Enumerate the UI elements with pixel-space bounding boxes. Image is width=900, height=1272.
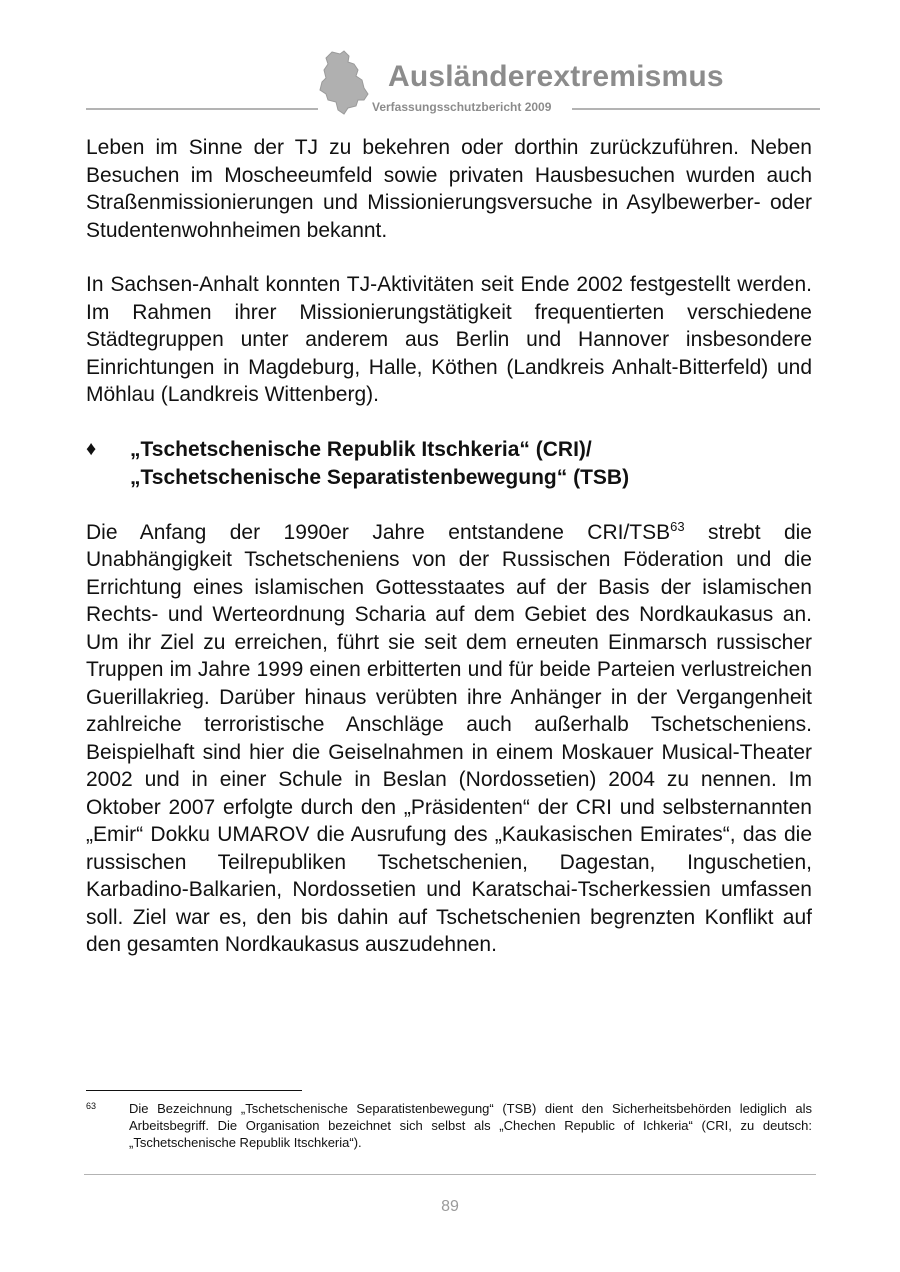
bullet-diamond-icon: ♦	[86, 437, 97, 460]
footnote-text: Die Bezeichnung „Tschetschenische Separatistenbewegung“ (TSB) dient den Sicherheitsbehörden lediglich als Arbeitsbegriff. Die Organisation bezeichnet sich selbst als „Chechen Republic of Ichkeria“ (CRI, zu deutsch: „Tschetschenische Republik Itschkeria“).	[129, 1101, 812, 1150]
header-rule-left	[86, 108, 318, 110]
section-heading	[86, 436, 812, 492]
footnote-reference: 63	[670, 518, 685, 534]
section-heading-line-2: „Tschetschenische Separatistenbewegung“ (TSB)	[130, 465, 630, 489]
saxony-anhalt-map-icon	[318, 50, 370, 116]
header-rule-right	[572, 108, 820, 110]
section-heading-line-1: „Tschetschenische Republik Itschkeria“ (CRI)/	[130, 437, 592, 461]
paragraph-2: In Sachsen-Anhalt konnten TJ-Aktivitäten seit Ende 2002 festgestellt werden. Im Rahmen ihrer Missionierungstätigkeit frequentierten verschiedene Städtegruppen unter anderem aus Berlin und Hannover insbesondere Einrichtungen in Magdeburg, Halle, Köthen (Landkreis Anhalt-Bitterfeld) und Möhlau (Landkreis Wittenberg).	[86, 273, 812, 406]
paragraph-3-rest: strebt die Unabhängigkeit Tschetscheniens von der Russischen Föderation und die Errichtung eines islamischen Gottesstaates auf der Basis der islamischen Rechts- und Werteordnung Scharia auf dem Gebiet des Nordkaukasus an. Um ihr Ziel zu erreichen, führt sie seit dem erneuten Einmarsch russischer Truppen im Jahre 1999 einen erbitterten und für beide Parteien verlustreichen Guerillakrieg. Darüber hinaus verübten ihre Anhänger in der Vergangenheit zahlreiche terroristische Anschläge auch außerhalb Tschetscheniens. Beispielhaft sind hier die Geiselnahmen in einem Moskauer Musical-Theater 2002 und in einer Schule in Beslan (Nordossetien) 2004 zu nennen. Im Oktober 2007 erfolgte durch den „Präsidenten“ der CRI und selbsternannten „Emir“ Dokku UMAROV die Ausrufung des „Kaukasischen Emirates“, das die russischen Teilrepubliken Tschetschenien, Dagestan, Inguschetien, Karbadino-Balkarien, Nordossetien und Karatschai-Tscherkessien umfassen soll. Ziel war es, den bis dahin auf Tschetschenien begrenzten Konflikt auf den gesamten Nordkaukasus auszudehnen.	[86, 520, 812, 956]
footer-rule	[84, 1174, 816, 1175]
footnote	[86, 1100, 812, 1151]
paragraph-3	[86, 519, 812, 959]
header-subtitle: Verfassungsschutzbericht 2009	[372, 100, 552, 114]
main-content	[86, 134, 812, 959]
paragraph-3-start: Die Anfang der 1990er Jahre entstandene CRI/TSB	[86, 520, 671, 544]
header-title: Ausländerextremismus	[388, 60, 724, 93]
page-header	[0, 0, 900, 120]
paragraph-1: Leben im Sinne der TJ zu bekehren oder dorthin zurückzuführen. Neben Besuchen im Moscheeumfeld sowie privaten Hausbesuchen wurden auch Straßenmissionierungen und Missionierungsversuche in Asylbewerber- oder Studentenwohnheimen bekannt.	[86, 136, 812, 242]
footnote-number: 63	[86, 1101, 97, 1111]
page-number: 89	[441, 1198, 459, 1215]
footnote-separator	[86, 1090, 302, 1091]
